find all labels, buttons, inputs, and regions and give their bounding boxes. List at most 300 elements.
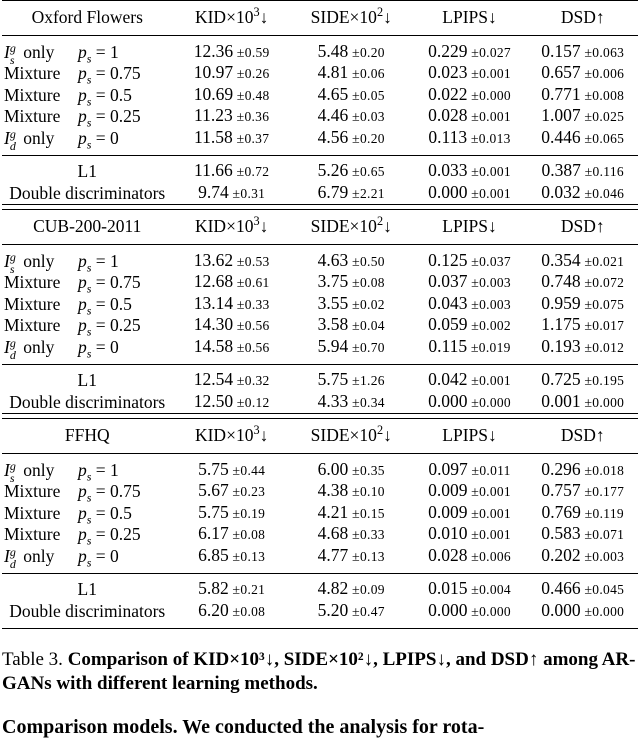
dsd-cell [527, 63, 638, 85]
value-std: ±0.000 [471, 603, 511, 620]
kid-cell [172, 574, 290, 601]
lpips-cell [412, 128, 528, 156]
lpips-cell [412, 272, 528, 294]
lpips-cell [412, 365, 528, 392]
method-cell: Mixture $p_s = 0.75$ [4, 272, 141, 296]
lpips-cell [412, 481, 528, 503]
value-std: ±0.177 [584, 484, 625, 500]
table-row [2, 272, 638, 294]
value-mean: 0.387 [541, 160, 581, 180]
value-mean: 0.022 [428, 83, 468, 104]
value-std: ±0.003 [471, 275, 511, 291]
lpips-cell [412, 315, 528, 337]
value-std: ±0.072 [584, 275, 625, 291]
value-std: ±0.021 [584, 253, 625, 270]
next-paragraph-text: Comparison models. We conducted the analysis for rota- [2, 716, 485, 738]
value-std: ±0.50 [351, 253, 385, 270]
side-cell [291, 453, 412, 481]
value-std: ±0.70 [351, 339, 385, 356]
value-mean: 12.36 [193, 40, 234, 61]
kid-cell [172, 524, 290, 546]
value-mean: 11.66 [194, 160, 233, 180]
kid-cell [172, 546, 290, 574]
dsd-cell [527, 244, 638, 272]
value-std: ±0.15 [351, 505, 385, 522]
side-cell [291, 85, 412, 107]
lpips-cell [412, 546, 528, 574]
dsd-cell [527, 365, 638, 392]
dsd-cell [527, 546, 638, 574]
kid-cell [172, 315, 290, 337]
side-cell [291, 183, 412, 205]
value-mean: 0.757 [541, 480, 581, 500]
next-paragraph-cutoff [2, 715, 640, 739]
value-std: ±0.37 [236, 130, 270, 147]
value-mean: 0.959 [541, 292, 581, 313]
value-mean: 5.94 [317, 335, 349, 356]
value-std: ±0.018 [584, 462, 625, 479]
lpips-cell [412, 106, 528, 128]
dsd-cell [527, 294, 638, 316]
baseline-method-cell: Double discriminators [9, 182, 166, 203]
value-mean: 0.000 [541, 599, 581, 620]
value-std: ±0.33 [351, 527, 385, 543]
side-cell [291, 503, 412, 525]
value-mean: 0.028 [428, 105, 468, 125]
value-std: ±0.47 [351, 603, 385, 620]
value-std: ±0.071 [584, 527, 625, 543]
value-mean: 0.769 [541, 501, 581, 522]
value-mean: 3.55 [317, 292, 349, 313]
dsd-cell [527, 315, 638, 337]
value-std: ±0.13 [232, 548, 266, 565]
value-mean: 0.028 [428, 544, 468, 565]
method-cell: I g s only $p_s = 1$ [4, 249, 119, 276]
value-mean: 0.725 [541, 369, 581, 389]
value-std: ±0.65 [351, 164, 385, 180]
value-mean: 6.00 [317, 458, 349, 479]
value-std: ±0.10 [351, 484, 385, 500]
dsd-cell [527, 481, 638, 503]
method-cell: Mixture $p_s = 0.5$ [4, 293, 132, 317]
dataset-name: Oxford Flowers [2, 1, 172, 36]
value-mean: 5.20 [317, 599, 349, 620]
method-cell: Mixture $p_s = 0.25$ [4, 315, 141, 339]
kid-cell [172, 481, 290, 503]
value-std: ±0.000 [584, 603, 625, 620]
table-row [2, 183, 638, 205]
value-std: ±0.31 [232, 185, 266, 202]
table-row [2, 365, 638, 392]
value-std: ±0.000 [584, 394, 625, 411]
value-std: ±0.008 [584, 87, 625, 104]
side-cell [291, 481, 412, 503]
value-mean: 11.23 [194, 105, 233, 125]
value-mean: 6.85 [198, 544, 229, 565]
value-std: ±0.119 [584, 505, 624, 522]
kid-cell [172, 272, 290, 294]
value-mean: 3.75 [317, 271, 349, 291]
value-mean: 0.000 [428, 181, 468, 202]
value-std: ±0.001 [471, 164, 511, 180]
value-std: ±0.003 [584, 548, 625, 565]
value-std: ±0.001 [471, 505, 511, 522]
col-kid: $KID\times 10^3↓$ [172, 1, 290, 36]
kid-cell [172, 244, 290, 272]
value-std: ±0.04 [351, 318, 385, 334]
lpips-cell [412, 85, 528, 107]
value-mean: 0.193 [541, 335, 581, 356]
method-cell: Mixture $p_s = 0.75$ [4, 481, 141, 505]
value-mean: 12.50 [193, 390, 234, 411]
value-mean: 0.037 [428, 271, 468, 291]
value-std: ±0.001 [471, 66, 511, 82]
value-mean: 0.657 [541, 62, 581, 82]
lpips-cell [412, 503, 528, 525]
side-cell [291, 128, 412, 156]
dsd-cell [527, 128, 638, 156]
baseline-method-cell: Double discriminators [9, 391, 166, 412]
table-row [2, 35, 638, 63]
value-std: ±0.20 [351, 44, 385, 61]
kid-cell [172, 365, 290, 392]
value-std: ±0.33 [236, 296, 270, 313]
value-std: ±0.56 [236, 339, 270, 356]
caption-text: Comparison of KID×10³↓, SIDE×10²↓, LPIPS↓, and DSD↑ among AR-GANs with different learning methods. [2, 649, 636, 694]
value-mean: 4.38 [317, 480, 349, 500]
value-std: ±0.19 [232, 505, 266, 522]
value-mean: 5.75 [317, 369, 349, 389]
value-mean: 0.115 [428, 335, 468, 356]
kid-cell [172, 392, 290, 414]
table-caption [2, 648, 638, 696]
section-header [2, 419, 638, 454]
value-mean: 13.14 [193, 292, 234, 313]
value-mean: 10.97 [193, 62, 234, 82]
value-std: ±0.000 [471, 87, 511, 104]
dsd-cell [527, 503, 638, 525]
dsd-cell [527, 392, 638, 414]
value-std: ±0.001 [471, 109, 511, 125]
value-std: ±0.001 [471, 484, 511, 500]
value-std: ±0.065 [584, 130, 625, 147]
method-cell: Mixture $p_s = 0.25$ [4, 524, 141, 548]
lpips-cell [412, 524, 528, 546]
value-mean: 0.202 [541, 544, 581, 565]
kid-cell [172, 294, 290, 316]
value-std: ±0.05 [351, 87, 385, 104]
side-cell [291, 315, 412, 337]
value-mean: 0.015 [428, 578, 468, 598]
baseline-method-cell: Double discriminators [2, 601, 172, 629]
lpips-cell [412, 601, 528, 629]
value-std: ±0.019 [470, 339, 511, 356]
lpips-cell [412, 63, 528, 85]
value-mean: 6.20 [198, 599, 229, 620]
value-std: ±2.21 [351, 185, 385, 202]
value-mean: 6.79 [317, 181, 349, 202]
col-kid: $KID\times 10^3↓$ [172, 419, 290, 454]
value-std: ±0.48 [236, 87, 270, 104]
value-mean: 0.009 [428, 480, 468, 500]
value-mean: 0.023 [428, 62, 468, 82]
value-mean: 14.30 [193, 314, 234, 334]
method-cell: I g d only $p_s = 0$ [4, 544, 119, 571]
table-row [2, 106, 638, 128]
value-mean: 4.46 [317, 105, 349, 125]
table-row [2, 337, 638, 365]
value-std: ±0.027 [471, 44, 511, 61]
dataset-name: FFHQ [2, 419, 172, 454]
value-mean: 12.54 [193, 369, 234, 389]
value-std: ±0.075 [584, 296, 625, 313]
baseline-method-cell: L1 [2, 365, 172, 392]
baseline-method-cell: L1 [2, 156, 172, 183]
method-cell: Mixture $p_s = 0.25$ [4, 106, 141, 130]
dsd-cell [527, 337, 638, 365]
table-row [2, 128, 638, 156]
value-std: ±0.003 [471, 296, 511, 313]
table-row [2, 524, 638, 546]
value-mean: 0.229 [428, 40, 468, 61]
kid-cell [172, 35, 290, 63]
col-dsd: DSD↑ [527, 419, 638, 454]
value-std: ±0.72 [236, 164, 270, 180]
dsd-cell [527, 524, 638, 546]
value-mean: 4.21 [317, 501, 349, 522]
dsd-cell [527, 183, 638, 205]
col-side: $SIDE\times 10^2↓$ [291, 210, 412, 245]
dsd-cell [527, 156, 638, 183]
value-mean: 1.175 [541, 314, 581, 334]
value-std: ±0.09 [351, 582, 385, 598]
value-mean: 4.82 [317, 578, 349, 598]
lpips-cell [412, 337, 528, 365]
section-header [2, 1, 638, 36]
value-std: ±0.017 [584, 318, 625, 334]
value-mean: 4.65 [317, 83, 349, 104]
method-cell: I g d only $p_s = 0$ [4, 335, 119, 362]
value-std: ±0.20 [351, 130, 385, 147]
value-mean: 0.000 [428, 390, 468, 411]
value-mean: 13.62 [193, 249, 234, 270]
col-dsd: DSD↑ [527, 210, 638, 245]
value-std: ±0.195 [584, 373, 625, 389]
side-cell [291, 601, 412, 629]
value-std: ±0.26 [236, 66, 270, 82]
col-side: $SIDE\times 10^2↓$ [291, 1, 412, 36]
value-mean: 0.009 [428, 501, 468, 522]
value-mean: 0.000 [428, 599, 468, 620]
value-std: ±0.08 [351, 275, 385, 291]
value-std: ±0.35 [351, 462, 385, 479]
section-header [2, 210, 638, 245]
value-std: ±0.06 [351, 66, 385, 82]
kid-cell [172, 106, 290, 128]
side-cell [291, 63, 412, 85]
value-std: ±0.03 [351, 109, 385, 125]
value-mean: 12.68 [193, 271, 234, 291]
value-mean: 0.033 [428, 160, 468, 180]
value-mean: 14.58 [193, 335, 234, 356]
value-mean: 0.032 [541, 181, 581, 202]
table-row [2, 601, 638, 629]
value-mean: 0.296 [541, 458, 581, 479]
value-std: ±0.013 [470, 130, 511, 147]
value-mean: 4.77 [317, 544, 349, 565]
value-std: ±0.006 [584, 66, 625, 82]
value-std: ±0.025 [584, 109, 625, 125]
value-std: ±0.44 [232, 462, 266, 479]
method-cell: Mixture $p_s = 0.75$ [4, 63, 141, 87]
table-row [2, 392, 638, 414]
value-mean: 5.75 [198, 458, 229, 479]
method-cell: I g s only $p_s = 1$ [4, 40, 119, 67]
value-std: ±0.011 [471, 462, 511, 479]
value-std: ±0.004 [471, 582, 511, 598]
col-kid: $KID\times 10^3↓$ [172, 210, 290, 245]
kid-cell [172, 337, 290, 365]
value-mean: 4.33 [317, 390, 349, 411]
lpips-cell [412, 156, 528, 183]
side-cell [291, 524, 412, 546]
table-row [2, 315, 638, 337]
value-std: ±0.59 [236, 44, 270, 61]
value-std: ±0.012 [584, 339, 625, 356]
value-mean: 3.58 [317, 314, 349, 334]
value-mean: 5.82 [198, 578, 229, 598]
value-mean: 0.157 [541, 40, 581, 61]
lpips-cell [412, 294, 528, 316]
lpips-cell [412, 244, 528, 272]
lpips-cell [412, 574, 528, 601]
value-mean: 6.17 [198, 523, 229, 543]
value-mean: 0.748 [541, 271, 581, 291]
kid-cell [172, 85, 290, 107]
caption-label: Table 3. [2, 649, 63, 670]
kid-cell [172, 601, 290, 629]
table-row [2, 546, 638, 574]
lpips-cell [412, 35, 528, 63]
value-std: ±0.001 [471, 373, 511, 389]
value-mean: 0.771 [541, 83, 581, 104]
value-std: ±0.08 [232, 603, 266, 620]
dsd-cell [527, 35, 638, 63]
value-mean: 0.059 [428, 314, 468, 334]
table-row [2, 156, 638, 183]
value-mean: 11.58 [194, 126, 233, 147]
dsd-cell [527, 453, 638, 481]
kid-cell [172, 63, 290, 85]
value-mean: 0.010 [428, 523, 468, 543]
value-std: ±0.08 [232, 527, 266, 543]
dsd-cell [527, 272, 638, 294]
table-row [2, 294, 638, 316]
dsd-cell [527, 574, 638, 601]
value-mean: 0.125 [428, 249, 468, 270]
value-std: ±0.21 [232, 582, 266, 598]
value-std: ±0.23 [232, 484, 266, 500]
value-mean: 0.446 [541, 126, 581, 147]
lpips-cell [412, 453, 528, 481]
dataset-name: CUB-200-2011 [2, 210, 172, 245]
table-row [2, 481, 638, 503]
kid-cell [172, 453, 290, 481]
value-mean: 0.042 [428, 369, 468, 389]
value-mean: 5.75 [198, 501, 229, 522]
method-cell: I g d only $p_s = 0$ [4, 126, 119, 153]
value-mean: 0.466 [541, 578, 581, 598]
side-cell [291, 35, 412, 63]
method-cell: I g s only $p_s = 1$ [4, 458, 119, 485]
table-row [2, 63, 638, 85]
side-cell [291, 294, 412, 316]
value-mean: 10.69 [193, 83, 234, 104]
value-mean: 0.097 [428, 458, 468, 479]
value-mean: 4.63 [317, 249, 349, 270]
side-cell [291, 337, 412, 365]
value-mean: 9.74 [198, 181, 229, 202]
col-side: $SIDE\times 10^2↓$ [291, 419, 412, 454]
side-cell [291, 244, 412, 272]
value-std: ±0.006 [471, 548, 511, 565]
value-mean: 4.81 [317, 62, 349, 82]
value-std: ±0.56 [236, 318, 270, 334]
side-cell [291, 365, 412, 392]
method-cell: Mixture $p_s = 0.5$ [4, 84, 132, 108]
value-mean: 5.67 [198, 480, 229, 500]
lpips-cell [412, 183, 528, 205]
method-cell: Mixture $p_s = 0.5$ [4, 502, 132, 526]
table-row [2, 453, 638, 481]
col-lpips: LPIPS↓ [412, 210, 528, 245]
table-row [2, 244, 638, 272]
value-std: ±0.002 [471, 318, 511, 334]
value-mean: 0.113 [428, 126, 468, 147]
dsd-cell [527, 601, 638, 629]
side-cell [291, 392, 412, 414]
value-std: ±0.001 [471, 185, 511, 202]
value-mean: 0.354 [541, 249, 581, 270]
value-mean: 0.583 [541, 523, 581, 543]
side-cell [291, 546, 412, 574]
value-std: ±0.001 [471, 527, 511, 543]
results-table [2, 0, 638, 629]
kid-cell [172, 183, 290, 205]
kid-cell [172, 503, 290, 525]
value-std: ±0.34 [351, 394, 385, 411]
value-mean: 5.48 [317, 40, 349, 61]
value-mean: 1.007 [541, 105, 581, 125]
value-std: ±0.36 [236, 109, 270, 125]
col-lpips: LPIPS↓ [412, 419, 528, 454]
kid-cell [172, 156, 290, 183]
value-std: ±0.063 [584, 44, 625, 61]
value-std: ±0.12 [236, 394, 270, 411]
col-lpips: LPIPS↓ [412, 1, 528, 36]
baseline-method-cell: L1 [2, 574, 172, 601]
col-dsd: DSD↑ [527, 1, 638, 36]
value-std: ±0.046 [584, 185, 625, 202]
value-std: ±0.32 [236, 373, 270, 389]
value-std: ±0.037 [471, 253, 511, 270]
value-mean: 0.043 [428, 292, 468, 313]
side-cell [291, 106, 412, 128]
dsd-cell [527, 106, 638, 128]
value-std: ±0.61 [236, 275, 270, 291]
table-row [2, 85, 638, 107]
value-std: ±0.02 [351, 296, 385, 313]
